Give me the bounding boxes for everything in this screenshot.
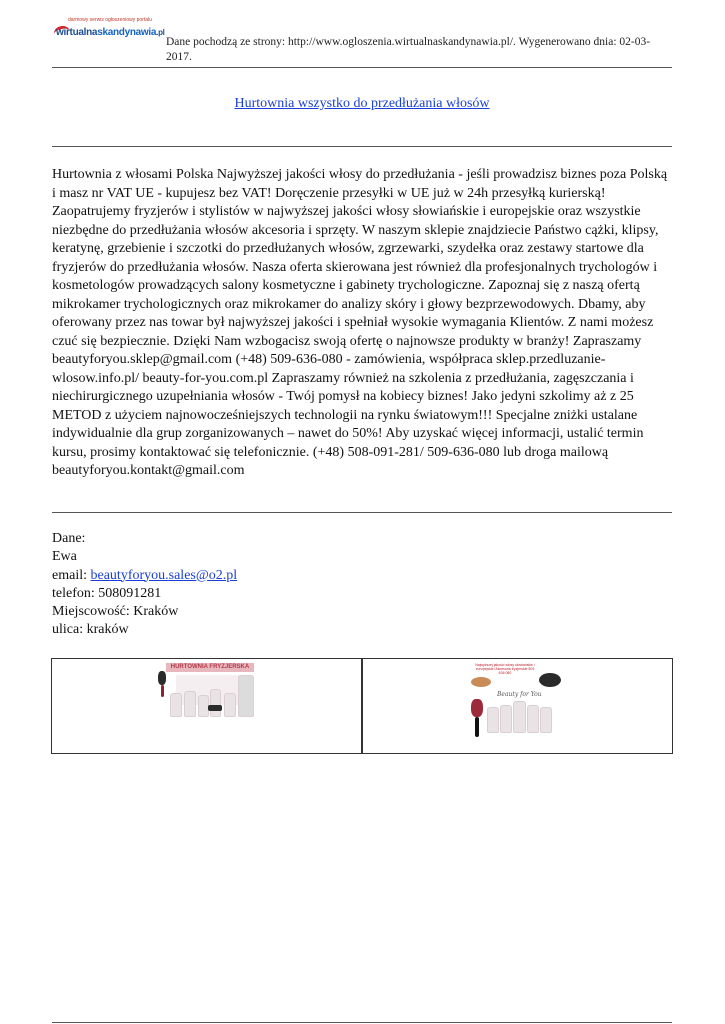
email-link[interactable]: beautyforyou.sales@o2.pl: [90, 567, 238, 583]
title-divider: [52, 146, 672, 147]
photo-2-bottle-icon: [513, 701, 526, 733]
street-value: kraków: [86, 622, 129, 638]
product-photo-2[interactable]: [469, 661, 577, 745]
contact-heading: Dane:: [52, 531, 86, 546]
header-divider: [52, 67, 672, 68]
logo-suffix: .pl: [156, 28, 165, 37]
photo-2-bottle-icon: [500, 705, 512, 733]
street-label: ulica:: [52, 622, 87, 638]
logo-main: skandynawia: [97, 27, 157, 38]
photo-2-brush-handle: [475, 717, 479, 737]
contact-block: [52, 530, 672, 640]
ad-title-wrap: [52, 94, 672, 112]
photo-1-bottle-icon: [224, 693, 236, 717]
photo-1-bottle-icon: [170, 693, 182, 717]
footer-divider: [52, 1022, 672, 1023]
photo-1-bottle-icon: [184, 691, 196, 717]
gallery-cell-1[interactable]: [51, 658, 362, 754]
phone-value: 508091281: [98, 585, 162, 601]
photo-2-bottle-icon: [540, 707, 552, 733]
photo-1-tool-icon: [208, 705, 222, 711]
photo-1-banner: HURTOWNIA FRYZJERSKA: [166, 663, 254, 672]
photo-1-device-icon: [238, 675, 254, 717]
photo-1-brush-handle: [161, 685, 164, 697]
photo-2-hair-icon: [539, 673, 561, 687]
logo-tagline: darmowy serwis ogłoszeniowy portalu: [68, 17, 152, 23]
photo-2-bottle-icon: [487, 707, 499, 733]
contact-street-row: [52, 621, 672, 639]
photo-1-brush-icon: [158, 671, 166, 685]
product-photo-1[interactable]: [152, 661, 260, 745]
photo-2-bottle-icon: [527, 705, 539, 733]
logo-wordmark: [56, 27, 165, 38]
ad-description: Hurtownia z włosami Polska Najwyższej jakości włosy do przedłużania - jeśli prowadzisz biznes poza Polską i masz nr VAT UE - kupujesz bez VAT! Doręczenie przesyłki w UE już w 24h przesyłką kurierską! Zaopatrujemy fryzjerów i stylistów w najwyższej jakości włosy słowiańskie i europejskie oraz wszystkie niezbędne do przedłużania włosów akcesoria i sprzęty. W naszym sklepie znajdziecie Państwo cążki, klipsy, keratynę, grzebienie i szczotki do przedłużanych włosów, zgrzewarki, szydełka oraz zestawy startowe dla fryzjerów do przedłużania włosów. Nasza oferta skierowana jest również dla profesjonalnych trychologów i kosmetologów prowadzących salony kosmetyczne i gabinety trychologiczne. Zapoznaj się z naszą ofertą mikrokamer trychologicznych oraz mikrokamer do analizy skóry i głowy bezprzewodowych. Dbamy, aby oferowany przez nas towar był najwyższej jakości i spełniał wysokie wymagania Klientów. Z nami możesz czuć się bezpiecznie. Dzięki Nam wzbogacisz swoją ofertę o najnowsze produkty w branży! Zapraszamy beautyforyou.sklep@gmail.com (+48) 509-636-080 - zamówienia, współpraca sklep.przedluzanie-wlosow.info.pl/ beauty-for-you.com.pl Zapraszamy również na szkolenia z przedłużania, zagęszczania i niechirurgicznego uzupełniania włosów - Twój pomysł na kobiecy biznes! Jako jedyni szkolimy aż z 25 METOD z użyciem najnowocześniejszych technologii na rynku światowym!!! Specjalne zniżki ustalane indywidualnie dla grup zorganizowanych – nawet do 50%! Aby uzyskać więcej informacji, ustalić termin kursu, prosimy kontaktować się telefonicznie. (+48) 508-091-281/ 509-636-080 lub droga mailową beautyforyou.kontakt@gmail.com: [52, 167, 668, 478]
city-value: Kraków: [133, 604, 179, 620]
photo-2-hair-icon: [471, 677, 491, 687]
ad-title-link[interactable]: Hurtownia wszystko do przedłużania włosów: [234, 96, 490, 111]
contact-name: Ewa: [52, 549, 77, 565]
source-line: Dane pochodzą ze strony: http://www.ogloszenia.wirtualnaskandynawia.pl/. Wygenerowano dnia: 02-03-2017.: [166, 36, 651, 63]
site-logo[interactable]: [52, 14, 164, 48]
photo-2-banner: Najwyższej jakości włosy słowiańskie i europejskie! Akcesoria fryzjerskie 509 636 080: [475, 663, 535, 675]
city-label: Miejscowość:: [52, 604, 134, 620]
logo-prefix: wirtualna: [56, 27, 98, 38]
email-label: email:: [52, 567, 91, 583]
image-gallery: [51, 658, 673, 754]
photo-2-brand: Beauty for You: [497, 691, 542, 698]
photo-2-brush-icon: [471, 699, 483, 717]
page-header: [52, 14, 672, 68]
contact-phone-row: [52, 585, 672, 603]
photo-1-bottle-icon: [210, 689, 221, 717]
phone-label: telefon:: [52, 585, 99, 601]
gallery-cell-2[interactable]: [362, 658, 673, 754]
contact-email-row: [52, 567, 672, 585]
contact-city-row: [52, 603, 672, 621]
description-divider: [52, 512, 672, 513]
